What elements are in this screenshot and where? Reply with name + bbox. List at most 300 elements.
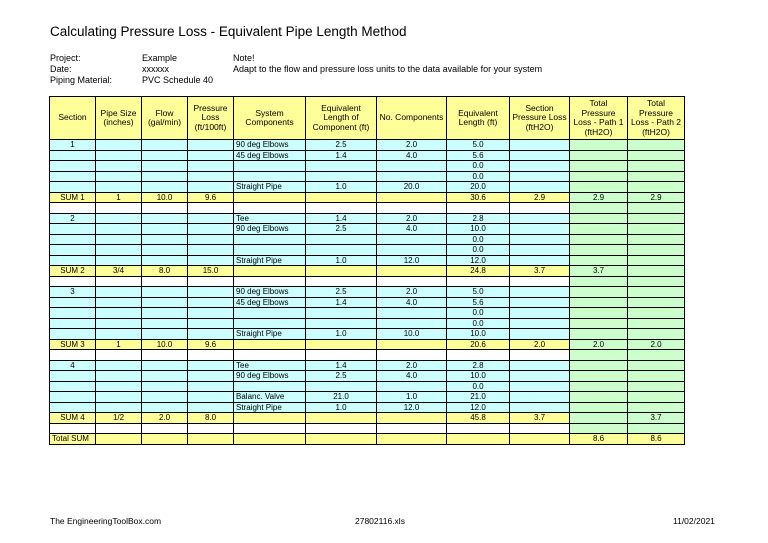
table-cell[interactable] xyxy=(188,245,234,256)
table-cell[interactable]: Straight Pipe xyxy=(234,255,306,266)
table-cell[interactable] xyxy=(50,161,96,172)
table-cell[interactable] xyxy=(377,381,447,392)
table-cell[interactable] xyxy=(234,276,306,287)
table-cell[interactable]: Tee xyxy=(234,360,306,371)
table-cell[interactable] xyxy=(570,245,628,256)
table-cell[interactable] xyxy=(142,255,188,266)
table-cell[interactable] xyxy=(142,224,188,235)
table-cell[interactable]: 0.0 xyxy=(447,171,510,182)
table-cell[interactable]: 3.7 xyxy=(570,266,628,277)
table-cell[interactable]: 0.0 xyxy=(447,245,510,256)
table-cell[interactable] xyxy=(142,371,188,382)
table-cell[interactable] xyxy=(234,381,306,392)
table-cell[interactable]: 2.0 xyxy=(377,140,447,151)
table-cell[interactable]: 3.7 xyxy=(628,413,685,424)
table-cell[interactable] xyxy=(306,308,377,319)
table-cell[interactable] xyxy=(306,318,377,329)
table-cell[interactable] xyxy=(96,161,142,172)
table-cell[interactable] xyxy=(570,255,628,266)
table-cell[interactable]: 0.0 xyxy=(447,308,510,319)
table-cell[interactable]: Tee xyxy=(234,213,306,224)
table-cell[interactable] xyxy=(570,371,628,382)
table-cell[interactable] xyxy=(142,402,188,413)
table-cell[interactable]: 12.0 xyxy=(447,402,510,413)
table-cell[interactable] xyxy=(188,350,234,361)
table-cell[interactable]: 4 xyxy=(50,360,96,371)
table-cell[interactable] xyxy=(510,402,570,413)
table-cell[interactable] xyxy=(96,381,142,392)
table-cell[interactable]: Balanc. Valve xyxy=(234,392,306,403)
table-cell[interactable] xyxy=(628,213,685,224)
table-cell[interactable] xyxy=(96,287,142,298)
table-cell[interactable] xyxy=(50,150,96,161)
table-cell[interactable] xyxy=(510,245,570,256)
table-cell[interactable]: SUM 2 xyxy=(50,266,96,277)
table-cell[interactable] xyxy=(50,423,96,434)
table-cell[interactable] xyxy=(570,308,628,319)
table-cell[interactable]: 4.0 xyxy=(377,224,447,235)
table-cell[interactable] xyxy=(306,171,377,182)
table-cell[interactable] xyxy=(510,350,570,361)
table-cell[interactable] xyxy=(510,182,570,193)
table-cell[interactable] xyxy=(447,423,510,434)
table-cell[interactable] xyxy=(142,287,188,298)
table-cell[interactable] xyxy=(188,255,234,266)
table-cell[interactable] xyxy=(234,171,306,182)
table-cell[interactable]: 12.0 xyxy=(447,255,510,266)
table-cell[interactable] xyxy=(377,350,447,361)
table-cell[interactable] xyxy=(306,245,377,256)
table-cell[interactable] xyxy=(510,161,570,172)
table-cell[interactable] xyxy=(188,434,234,445)
table-cell[interactable]: SUM 4 xyxy=(50,413,96,424)
table-cell[interactable]: 1.4 xyxy=(306,213,377,224)
table-cell[interactable] xyxy=(96,182,142,193)
table-cell[interactable]: 10.0 xyxy=(142,192,188,203)
table-cell[interactable] xyxy=(306,381,377,392)
table-cell[interactable] xyxy=(628,245,685,256)
table-cell[interactable] xyxy=(510,213,570,224)
table-cell[interactable] xyxy=(234,192,306,203)
table-cell[interactable] xyxy=(628,234,685,245)
table-cell[interactable] xyxy=(96,224,142,235)
table-cell[interactable] xyxy=(628,203,685,214)
table-cell[interactable] xyxy=(50,371,96,382)
table-cell[interactable] xyxy=(96,434,142,445)
table-cell[interactable] xyxy=(628,266,685,277)
table-cell[interactable] xyxy=(628,276,685,287)
table-cell[interactable]: 1.0 xyxy=(306,402,377,413)
table-cell[interactable]: 1.0 xyxy=(377,392,447,403)
table-cell[interactable] xyxy=(570,413,628,424)
table-cell[interactable] xyxy=(188,297,234,308)
table-cell[interactable] xyxy=(570,392,628,403)
table-cell[interactable]: 4.0 xyxy=(377,150,447,161)
table-cell[interactable]: 0.0 xyxy=(447,234,510,245)
table-cell[interactable] xyxy=(510,297,570,308)
table-cell[interactable] xyxy=(570,213,628,224)
table-cell[interactable]: 2.0 xyxy=(377,360,447,371)
table-cell[interactable]: 4.0 xyxy=(377,297,447,308)
table-cell[interactable] xyxy=(142,318,188,329)
table-cell[interactable] xyxy=(96,308,142,319)
table-cell[interactable]: 2.0 xyxy=(570,339,628,350)
table-cell[interactable] xyxy=(234,234,306,245)
table-cell[interactable]: 90 deg Elbows xyxy=(234,371,306,382)
table-cell[interactable] xyxy=(234,339,306,350)
table-cell[interactable] xyxy=(628,423,685,434)
table-cell[interactable]: 5.6 xyxy=(447,150,510,161)
table-cell[interactable]: 1.4 xyxy=(306,360,377,371)
table-cell[interactable] xyxy=(96,360,142,371)
table-cell[interactable]: 2.0 xyxy=(510,339,570,350)
table-cell[interactable] xyxy=(570,182,628,193)
table-cell[interactable] xyxy=(142,213,188,224)
table-cell[interactable] xyxy=(306,276,377,287)
table-cell[interactable]: 1 xyxy=(96,192,142,203)
table-cell[interactable] xyxy=(377,434,447,445)
table-cell[interactable] xyxy=(628,287,685,298)
table-cell[interactable]: 12.0 xyxy=(377,402,447,413)
table-cell[interactable]: 1 xyxy=(50,140,96,151)
table-cell[interactable] xyxy=(142,182,188,193)
table-cell[interactable]: 15.0 xyxy=(188,266,234,277)
table-cell[interactable]: 2.0 xyxy=(628,339,685,350)
table-cell[interactable] xyxy=(570,171,628,182)
table-cell[interactable] xyxy=(510,360,570,371)
table-cell[interactable] xyxy=(510,392,570,403)
table-cell[interactable] xyxy=(142,392,188,403)
table-cell[interactable] xyxy=(447,276,510,287)
table-cell[interactable]: Straight Pipe xyxy=(234,402,306,413)
table-cell[interactable]: 24.8 xyxy=(447,266,510,277)
table-cell[interactable] xyxy=(628,318,685,329)
table-cell[interactable] xyxy=(570,318,628,329)
table-cell[interactable] xyxy=(377,318,447,329)
table-cell[interactable] xyxy=(96,350,142,361)
table-cell[interactable] xyxy=(628,255,685,266)
table-cell[interactable] xyxy=(570,276,628,287)
column-header[interactable]: Pipe Size (inches) xyxy=(96,97,142,140)
table-cell[interactable]: 10.0 xyxy=(447,371,510,382)
table-cell[interactable] xyxy=(96,245,142,256)
table-cell[interactable]: 10.0 xyxy=(447,224,510,235)
table-cell[interactable] xyxy=(234,423,306,434)
table-cell[interactable] xyxy=(142,245,188,256)
table-cell[interactable] xyxy=(306,161,377,172)
table-cell[interactable] xyxy=(188,182,234,193)
table-cell[interactable] xyxy=(510,255,570,266)
table-cell[interactable] xyxy=(570,140,628,151)
table-cell[interactable]: 2.0 xyxy=(142,413,188,424)
table-cell[interactable] xyxy=(570,360,628,371)
table-cell[interactable]: 3.7 xyxy=(510,266,570,277)
table-cell[interactable] xyxy=(306,413,377,424)
table-cell[interactable]: 5.0 xyxy=(447,140,510,151)
table-cell[interactable] xyxy=(96,150,142,161)
table-cell[interactable] xyxy=(96,297,142,308)
table-cell[interactable] xyxy=(377,245,447,256)
table-cell[interactable] xyxy=(510,140,570,151)
table-cell[interactable]: 8.0 xyxy=(142,266,188,277)
table-cell[interactable] xyxy=(377,423,447,434)
table-cell[interactable] xyxy=(188,371,234,382)
table-cell[interactable]: 0.0 xyxy=(447,318,510,329)
table-cell[interactable] xyxy=(510,371,570,382)
table-cell[interactable]: 2.8 xyxy=(447,360,510,371)
table-cell[interactable]: 12.0 xyxy=(377,255,447,266)
table-cell[interactable] xyxy=(377,161,447,172)
table-cell[interactable] xyxy=(377,192,447,203)
table-cell[interactable] xyxy=(50,171,96,182)
table-cell[interactable] xyxy=(628,140,685,151)
table-cell[interactable] xyxy=(234,350,306,361)
table-cell[interactable] xyxy=(188,308,234,319)
table-cell[interactable]: 1.0 xyxy=(306,329,377,340)
table-cell[interactable]: 2.5 xyxy=(306,140,377,151)
table-cell[interactable]: 30.6 xyxy=(447,192,510,203)
table-cell[interactable] xyxy=(96,140,142,151)
table-cell[interactable] xyxy=(306,192,377,203)
table-cell[interactable] xyxy=(628,161,685,172)
table-cell[interactable]: 0.0 xyxy=(447,381,510,392)
table-cell[interactable] xyxy=(628,381,685,392)
table-cell[interactable] xyxy=(142,161,188,172)
table-cell[interactable]: 1.0 xyxy=(306,255,377,266)
column-header[interactable]: Total Pressure Loss - Path 1 (ftH2O) xyxy=(570,97,628,140)
table-cell[interactable] xyxy=(570,224,628,235)
table-cell[interactable] xyxy=(510,287,570,298)
table-cell[interactable] xyxy=(142,276,188,287)
table-cell[interactable]: 0.0 xyxy=(447,161,510,172)
table-cell[interactable] xyxy=(188,234,234,245)
table-cell[interactable] xyxy=(510,318,570,329)
table-cell[interactable] xyxy=(50,203,96,214)
table-cell[interactable] xyxy=(447,434,510,445)
table-cell[interactable]: 90 deg Elbows xyxy=(234,224,306,235)
table-cell[interactable] xyxy=(628,182,685,193)
table-cell[interactable]: 21.0 xyxy=(306,392,377,403)
table-cell[interactable]: 5.6 xyxy=(447,297,510,308)
table-cell[interactable]: 1/2 xyxy=(96,413,142,424)
table-cell[interactable] xyxy=(142,234,188,245)
table-cell[interactable]: 3 xyxy=(50,287,96,298)
table-cell[interactable] xyxy=(50,308,96,319)
table-cell[interactable] xyxy=(50,297,96,308)
table-cell[interactable]: 3.7 xyxy=(510,413,570,424)
table-cell[interactable] xyxy=(188,150,234,161)
column-header[interactable]: No. Components xyxy=(377,97,447,140)
table-cell[interactable] xyxy=(447,350,510,361)
table-cell[interactable]: 20.0 xyxy=(377,182,447,193)
table-cell[interactable]: 9.6 xyxy=(188,192,234,203)
table-cell[interactable] xyxy=(142,350,188,361)
table-cell[interactable]: 90 deg Elbows xyxy=(234,287,306,298)
table-cell[interactable] xyxy=(50,318,96,329)
table-cell[interactable] xyxy=(377,266,447,277)
table-cell[interactable] xyxy=(447,203,510,214)
table-cell[interactable] xyxy=(306,423,377,434)
table-cell[interactable] xyxy=(628,402,685,413)
table-cell[interactable]: 10.0 xyxy=(142,339,188,350)
table-cell[interactable] xyxy=(142,203,188,214)
table-cell[interactable] xyxy=(50,276,96,287)
table-cell[interactable] xyxy=(570,287,628,298)
table-cell[interactable] xyxy=(188,402,234,413)
table-cell[interactable] xyxy=(234,266,306,277)
table-cell[interactable] xyxy=(510,150,570,161)
table-cell[interactable] xyxy=(510,171,570,182)
table-cell[interactable] xyxy=(510,381,570,392)
table-cell[interactable] xyxy=(142,140,188,151)
column-header[interactable]: Equivalent Length of Component (ft) xyxy=(306,97,377,140)
table-cell[interactable]: 21.0 xyxy=(447,392,510,403)
table-cell[interactable] xyxy=(377,339,447,350)
table-cell[interactable]: 2.5 xyxy=(306,224,377,235)
table-cell[interactable] xyxy=(50,381,96,392)
table-cell[interactable]: 2.0 xyxy=(377,213,447,224)
table-cell[interactable]: 2.9 xyxy=(628,192,685,203)
table-cell[interactable] xyxy=(306,434,377,445)
table-cell[interactable] xyxy=(234,203,306,214)
table-cell[interactable]: 4.0 xyxy=(377,371,447,382)
table-cell[interactable] xyxy=(628,308,685,319)
table-cell[interactable] xyxy=(377,203,447,214)
table-cell[interactable] xyxy=(142,423,188,434)
table-cell[interactable] xyxy=(142,171,188,182)
table-cell[interactable] xyxy=(188,423,234,434)
table-cell[interactable]: Straight Pipe xyxy=(234,329,306,340)
table-cell[interactable] xyxy=(188,203,234,214)
column-header[interactable]: Flow (gal/min) xyxy=(142,97,188,140)
column-header[interactable]: System Components xyxy=(234,97,306,140)
table-cell[interactable]: SUM 1 xyxy=(50,192,96,203)
table-cell[interactable] xyxy=(96,371,142,382)
table-cell[interactable] xyxy=(570,150,628,161)
table-cell[interactable] xyxy=(50,245,96,256)
table-cell[interactable]: 1.4 xyxy=(306,150,377,161)
table-cell[interactable] xyxy=(188,287,234,298)
table-cell[interactable] xyxy=(50,182,96,193)
table-cell[interactable]: 20.6 xyxy=(447,339,510,350)
table-cell[interactable] xyxy=(628,371,685,382)
table-cell[interactable] xyxy=(628,360,685,371)
table-cell[interactable]: 2.5 xyxy=(306,287,377,298)
table-cell[interactable] xyxy=(142,381,188,392)
table-cell[interactable]: Total SUM xyxy=(50,434,96,445)
table-cell[interactable]: 5.0 xyxy=(447,287,510,298)
table-cell[interactable] xyxy=(234,434,306,445)
table-cell[interactable] xyxy=(96,276,142,287)
table-cell[interactable] xyxy=(96,329,142,340)
table-cell[interactable] xyxy=(377,276,447,287)
table-cell[interactable] xyxy=(377,413,447,424)
table-cell[interactable]: 1.4 xyxy=(306,297,377,308)
table-cell[interactable] xyxy=(188,276,234,287)
table-cell[interactable] xyxy=(96,255,142,266)
table-cell[interactable] xyxy=(510,224,570,235)
table-cell[interactable] xyxy=(377,171,447,182)
table-cell[interactable] xyxy=(306,266,377,277)
table-cell[interactable] xyxy=(570,329,628,340)
table-cell[interactable] xyxy=(50,255,96,266)
table-cell[interactable] xyxy=(234,413,306,424)
table-cell[interactable] xyxy=(570,234,628,245)
table-cell[interactable]: 3/4 xyxy=(96,266,142,277)
table-cell[interactable] xyxy=(570,402,628,413)
table-cell[interactable] xyxy=(50,350,96,361)
table-cell[interactable] xyxy=(570,423,628,434)
table-cell[interactable] xyxy=(306,339,377,350)
table-cell[interactable] xyxy=(188,140,234,151)
table-cell[interactable] xyxy=(188,392,234,403)
table-cell[interactable] xyxy=(628,392,685,403)
table-cell[interactable] xyxy=(377,308,447,319)
table-cell[interactable] xyxy=(96,402,142,413)
table-cell[interactable] xyxy=(377,234,447,245)
table-cell[interactable] xyxy=(306,350,377,361)
table-cell[interactable] xyxy=(188,329,234,340)
table-cell[interactable]: 90 deg Elbows xyxy=(234,140,306,151)
table-cell[interactable] xyxy=(570,381,628,392)
column-header[interactable]: Equivalent Length (ft) xyxy=(447,97,510,140)
table-cell[interactable] xyxy=(96,171,142,182)
table-cell[interactable] xyxy=(510,329,570,340)
table-cell[interactable]: 1 xyxy=(96,339,142,350)
table-cell[interactable]: 45.8 xyxy=(447,413,510,424)
table-cell[interactable] xyxy=(142,150,188,161)
table-cell[interactable] xyxy=(628,329,685,340)
table-cell[interactable]: 1.0 xyxy=(306,182,377,193)
table-cell[interactable] xyxy=(142,297,188,308)
table-cell[interactable] xyxy=(50,224,96,235)
table-cell[interactable] xyxy=(628,171,685,182)
table-cell[interactable] xyxy=(50,392,96,403)
table-cell[interactable]: 8.6 xyxy=(570,434,628,445)
table-cell[interactable] xyxy=(510,308,570,319)
table-cell[interactable] xyxy=(570,161,628,172)
table-cell[interactable]: 2.0 xyxy=(377,287,447,298)
table-cell[interactable] xyxy=(306,203,377,214)
table-cell[interactable] xyxy=(234,308,306,319)
table-cell[interactable] xyxy=(234,161,306,172)
table-cell[interactable] xyxy=(570,297,628,308)
table-cell[interactable]: SUM 3 xyxy=(50,339,96,350)
table-cell[interactable] xyxy=(188,224,234,235)
table-cell[interactable] xyxy=(96,423,142,434)
table-cell[interactable] xyxy=(50,402,96,413)
table-cell[interactable]: 45 deg Elbows xyxy=(234,150,306,161)
table-cell[interactable] xyxy=(188,213,234,224)
table-cell[interactable]: 2.9 xyxy=(570,192,628,203)
table-cell[interactable] xyxy=(628,350,685,361)
table-cell[interactable] xyxy=(510,276,570,287)
table-cell[interactable] xyxy=(234,245,306,256)
table-cell[interactable] xyxy=(628,224,685,235)
table-cell[interactable]: 2.5 xyxy=(306,371,377,382)
table-cell[interactable] xyxy=(188,360,234,371)
table-cell[interactable] xyxy=(510,203,570,214)
column-header[interactable]: Section xyxy=(50,97,96,140)
table-cell[interactable] xyxy=(628,150,685,161)
table-cell[interactable]: 2 xyxy=(50,213,96,224)
table-cell[interactable] xyxy=(188,318,234,329)
table-cell[interactable]: 2.8 xyxy=(447,213,510,224)
table-cell[interactable]: Straight Pipe xyxy=(234,182,306,193)
table-cell[interactable] xyxy=(96,213,142,224)
table-cell[interactable] xyxy=(96,392,142,403)
table-cell[interactable] xyxy=(306,234,377,245)
